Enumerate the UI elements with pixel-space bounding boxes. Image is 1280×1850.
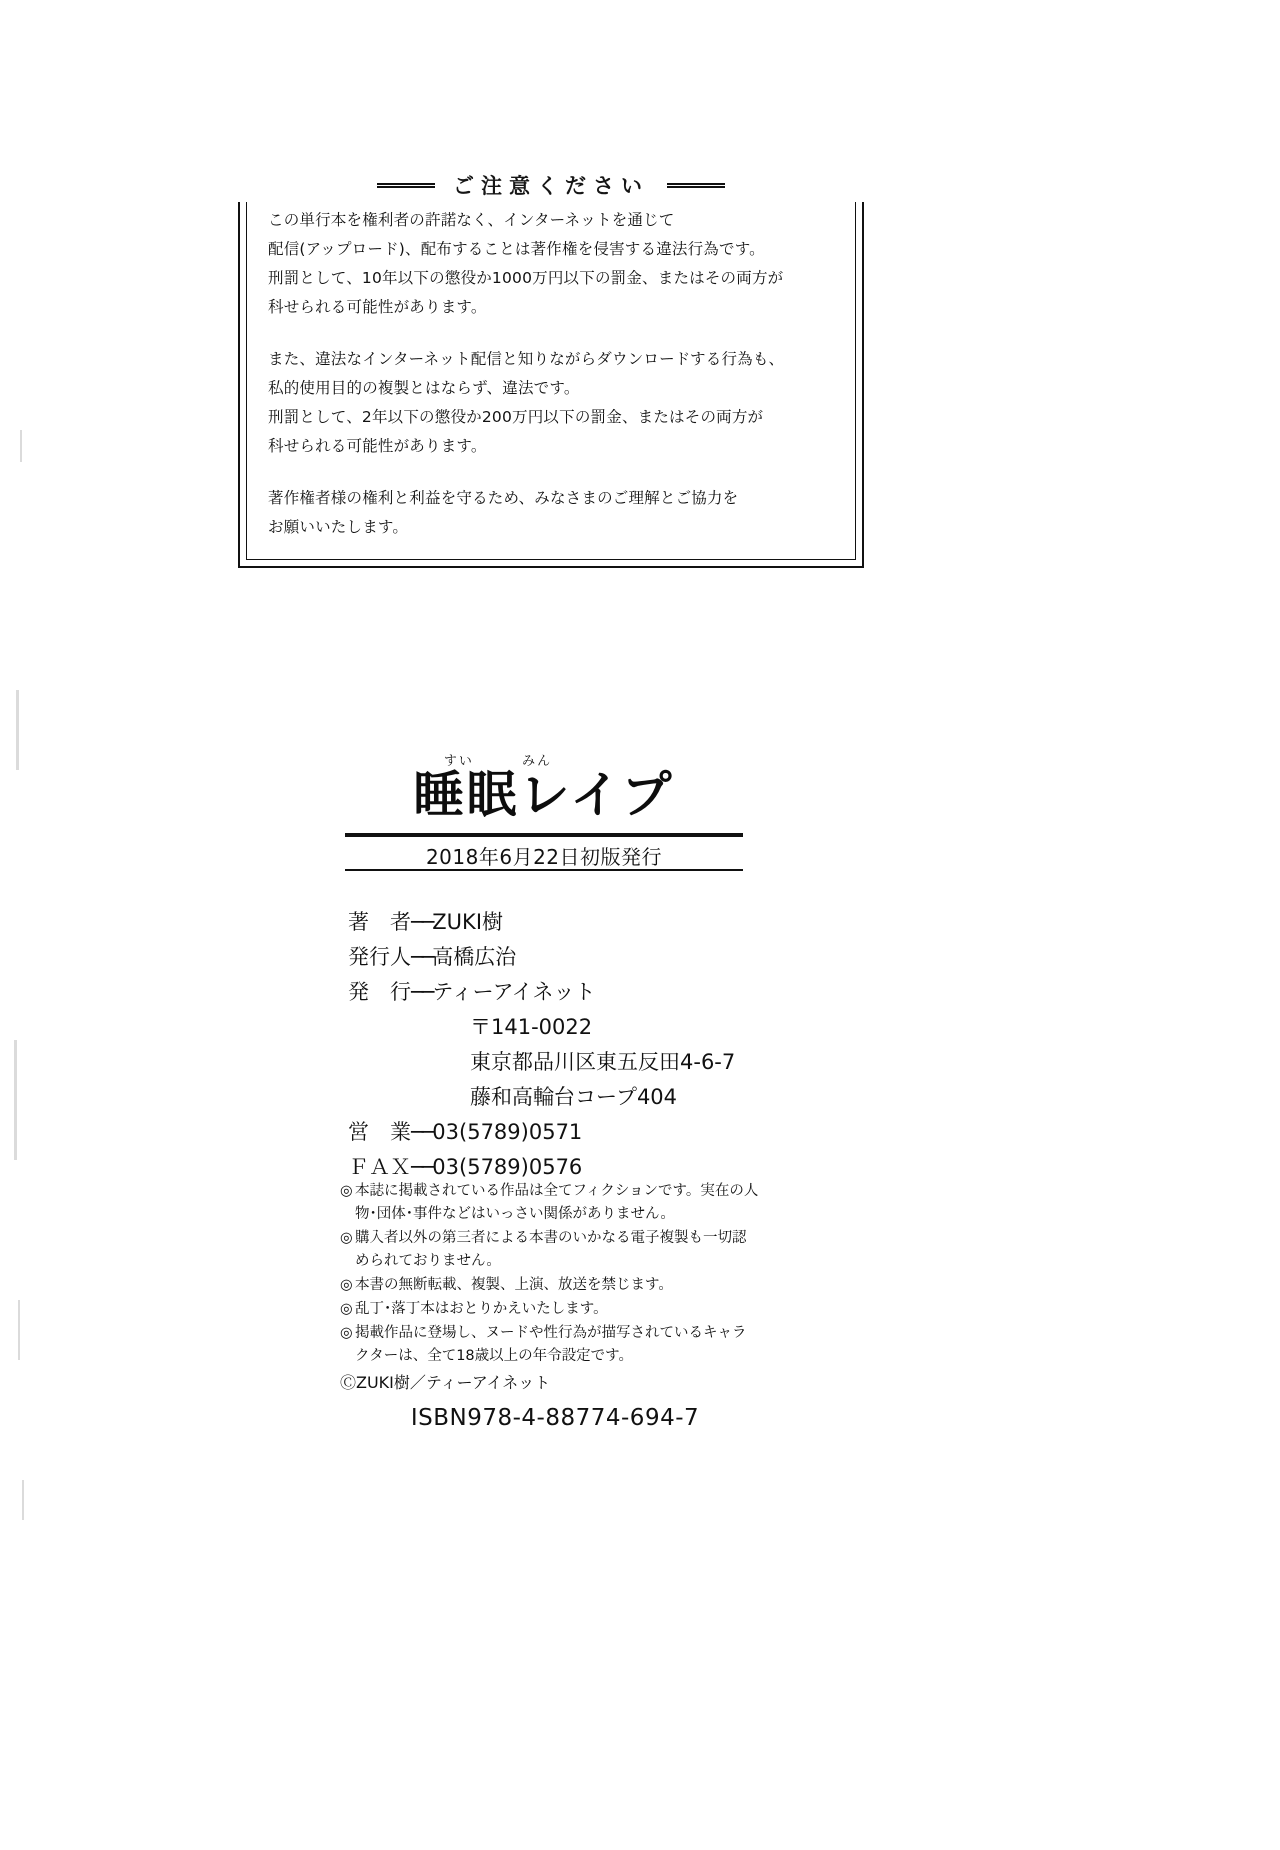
scan-speck: [18, 1300, 20, 1360]
credit-dash-publisher: ──: [411, 980, 433, 1004]
note-bullet-icon: ◎: [340, 1277, 353, 1293]
note-bullet-icon: ◎: [340, 1325, 353, 1341]
contact-value-sales: 03(5789)0571: [432, 1120, 583, 1144]
credit-label-publisher-person: 発行人: [348, 945, 411, 969]
credit-value-publisher-person: 高橋広治: [432, 945, 517, 969]
legal-notes-list: [340, 1180, 760, 1369]
credit-label-publisher: 発 行: [348, 980, 411, 1004]
book-title: 睡眠レイプ: [413, 766, 675, 824]
book-title-block: [345, 750, 743, 825]
address-line-building: 藤和高輪台コープ404: [470, 1085, 678, 1109]
isbn-line: ISBN978-4-88774-694-7: [410, 1405, 700, 1431]
title-divider-thin: [345, 869, 743, 871]
credit-row-publisher: [348, 975, 768, 1010]
credit-label-author: 著 者: [348, 910, 411, 934]
notice-title-rule-left: [377, 183, 435, 188]
credit-row-publisher-person: [348, 940, 768, 975]
legal-note-item: [340, 1227, 760, 1273]
contact-row-sales: [348, 1115, 768, 1150]
legal-note-text: 掲載作品に登場し、ヌードや性行為が描写されているキャラクターは、全て18歳以上の年令設定です。: [355, 1325, 747, 1364]
publication-date: 2018年6月22日初版発行: [425, 845, 663, 869]
legal-note-text: 乱丁･落丁本はおとりかえいたします。: [355, 1301, 608, 1317]
legal-note-text: 購入者以外の第三者による本書のいかなる電子複製も一切認められておりません。: [355, 1230, 747, 1269]
credit-dash-publisher-person: ──: [411, 945, 433, 969]
contact-dash-sales: ──: [411, 1120, 433, 1144]
credit-dash-author: ──: [411, 910, 433, 934]
scan-speck: [16, 690, 19, 770]
legal-note-item: [340, 1322, 760, 1368]
credit-value-publisher: ティーアイネット: [432, 980, 596, 1004]
note-bullet-icon: ◎: [340, 1301, 353, 1317]
legal-note-text: 本書の無断転載、複製、上演、放送を禁じます。: [355, 1277, 673, 1293]
contact-label-fax: ＦＡＸ: [348, 1155, 411, 1179]
contact-dash-fax: ──: [411, 1155, 433, 1179]
legal-note-item: [340, 1180, 760, 1226]
legal-note-text: 本誌に掲載されている作品は全てフィクションです。実在の人物･団体･事件などはいっさい関係がありません。: [355, 1183, 759, 1222]
credit-value-author: ZUKI樹: [432, 910, 504, 934]
address-line-postal: 〒141-0022: [470, 1015, 593, 1039]
note-bullet-icon: ◎: [340, 1183, 353, 1199]
credit-row-author: [348, 905, 768, 940]
copyright-line: ⒸZUKI樹／ティーアイネット: [340, 1373, 551, 1392]
scan-speck: [22, 1480, 24, 1520]
notice-title: ご注意ください: [435, 170, 667, 200]
page-edge-artifact: [0, 0, 26, 1850]
contact-label-sales: 営 業: [348, 1120, 411, 1144]
credits-block: [348, 905, 768, 1185]
title-divider-thick: [345, 833, 743, 837]
notice-title-rule-right: [667, 183, 725, 188]
notice-paragraph-2: また、違法なインターネット配信と知りながらダウンロードする行為も、 私的使用目的の複製とはならず、違法です。 刑罰として、2年以下の懲役か200万円以下の罰金、またはその両方が 科せられる可能性があります。: [268, 350, 785, 455]
ruby-right: みん: [522, 754, 553, 769]
scan-speck: [20, 430, 22, 462]
notice-paragraph-3: 著作権者様の権利と利益を守るため、みなさまのご理解とご協力を お願いいたします。: [268, 489, 739, 536]
address-line-street: 東京都品川区東五反田4-6-7: [470, 1050, 736, 1074]
legal-note-item: [340, 1298, 760, 1321]
legal-note-item: [340, 1274, 760, 1297]
contact-value-fax: 03(5789)0576: [432, 1155, 583, 1179]
notice-body: [268, 206, 838, 542]
ruby-left: すい: [443, 754, 474, 769]
notice-title-row: [238, 168, 864, 202]
note-bullet-icon: ◎: [340, 1230, 353, 1246]
notice-paragraph-1: この単行本を権利者の許諾なく、インターネットを通じて 配信(アップロード)、配布することは著作権を侵害する違法行為です。 刑罰として、10年以下の懲役か1000万円以下の罰金、またはその両方が 科せられる可能性があります。: [268, 211, 784, 316]
scan-speck: [14, 1040, 17, 1160]
